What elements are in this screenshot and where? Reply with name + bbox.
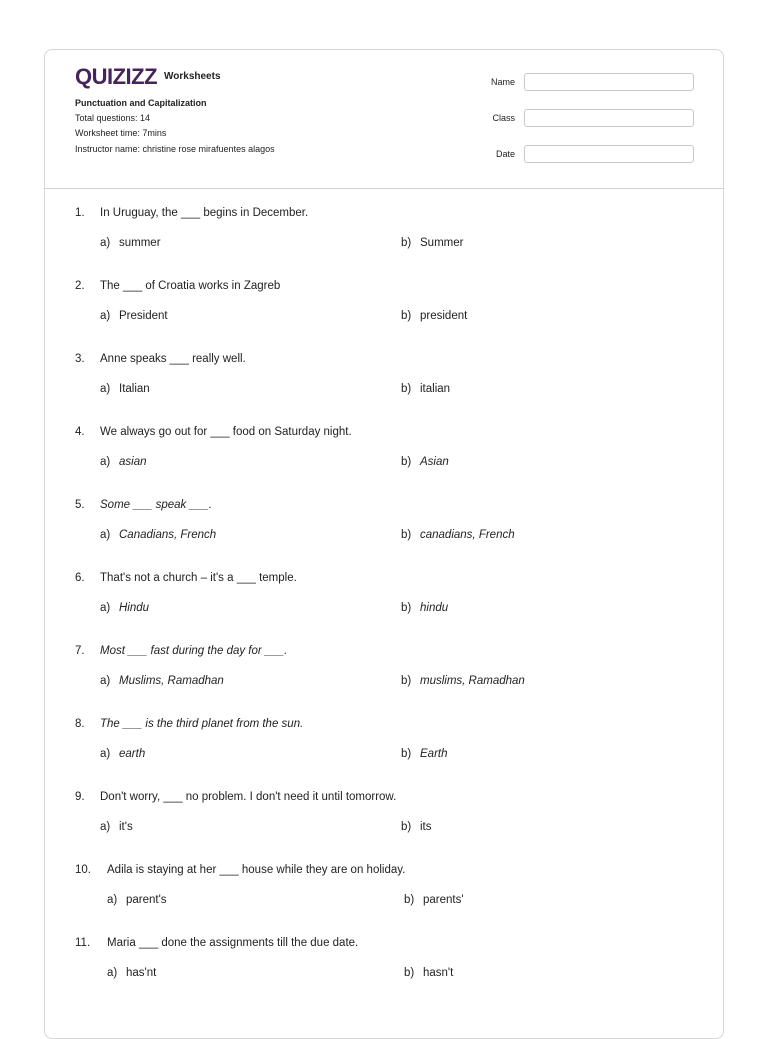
question-text: Adila is staying at her ___ house while they are on holiday. <box>107 864 406 876</box>
question-number: 5. <box>75 499 85 511</box>
question-text: Some ___ speak ___. <box>100 499 212 511</box>
option-b[interactable]: b) its <box>401 821 432 833</box>
option-a[interactable]: a) asian <box>100 456 147 468</box>
option-a[interactable]: a) President <box>100 310 168 322</box>
class-label: Class <box>492 113 515 123</box>
worksheet-page <box>44 49 724 1039</box>
date-field[interactable] <box>524 145 694 163</box>
question-text: The ___ is the third planet from the sun. <box>100 718 304 730</box>
question-text: We always go out for ___ food on Saturday night. <box>100 426 352 438</box>
option-a[interactable]: a) Italian <box>100 383 150 395</box>
question-text: That's not a church – it's a ___ temple. <box>100 572 297 584</box>
question-text: Don't worry, ___ no problem. I don't need it until tomorrow. <box>100 791 397 803</box>
question-number: 8. <box>75 718 85 730</box>
name-field[interactable] <box>524 73 694 91</box>
option-a[interactable]: a) has'nt <box>107 967 157 979</box>
question-number: 1. <box>75 207 85 219</box>
worksheet-time: Worksheet time: 7mins <box>75 128 167 138</box>
option-a[interactable]: a) it's <box>100 821 133 833</box>
question-number: 2. <box>75 280 85 292</box>
question-text: Most ___ fast during the day for ___. <box>100 645 288 657</box>
option-b[interactable]: b) parents' <box>404 894 464 906</box>
date-label: Date <box>495 149 515 159</box>
question-number: 7. <box>75 645 85 657</box>
option-b[interactable]: b) president <box>401 310 468 322</box>
option-b[interactable]: b) muslims, Ramadhan <box>401 675 525 687</box>
option-a[interactable]: a) Canadians, French <box>100 529 217 541</box>
worksheet-title: Punctuation and Capitalization <box>75 98 207 108</box>
question-number: 3. <box>75 353 85 365</box>
question-number: 9. <box>75 791 85 803</box>
question-text: Anne speaks ___ really well. <box>100 353 246 365</box>
class-field[interactable] <box>524 109 694 127</box>
question-number: 4. <box>75 426 85 438</box>
logo-subtitle: Worksheets <box>164 71 221 82</box>
option-a[interactable]: a) summer <box>100 237 161 249</box>
question-number: 10. <box>75 864 91 876</box>
option-b[interactable]: b) canadians, French <box>401 529 515 541</box>
total-questions: Total questions: 14 <box>75 113 151 123</box>
question-text: Maria ___ done the assignments till the due date. <box>107 937 359 949</box>
name-label: Name <box>490 77 515 87</box>
option-b[interactable]: b) hasn't <box>404 967 454 979</box>
option-b[interactable]: b) Earth <box>401 748 448 760</box>
quizizz-logo: QUIZIZZ <box>75 64 158 89</box>
instructor-name: Instructor name: christine rose mirafuentes alagos <box>75 144 275 154</box>
option-a[interactable]: a) Muslims, Ramadhan <box>100 675 224 687</box>
option-b[interactable]: b) Summer <box>401 237 464 249</box>
option-b[interactable]: b) Asian <box>401 456 449 468</box>
option-b[interactable]: b) italian <box>401 383 451 395</box>
question-text: In Uruguay, the ___ begins in December. <box>100 207 309 219</box>
worksheet-header <box>45 50 723 189</box>
option-b[interactable]: b) hindu <box>401 602 449 614</box>
option-a[interactable]: a) earth <box>100 748 146 760</box>
option-a[interactable]: a) parent's <box>107 894 167 906</box>
question-number: 6. <box>75 572 85 584</box>
question-number: 11. <box>75 937 91 949</box>
option-a[interactable]: a) Hindu <box>100 602 150 614</box>
question-text: The ___ of Croatia works in Zagreb <box>100 280 281 292</box>
